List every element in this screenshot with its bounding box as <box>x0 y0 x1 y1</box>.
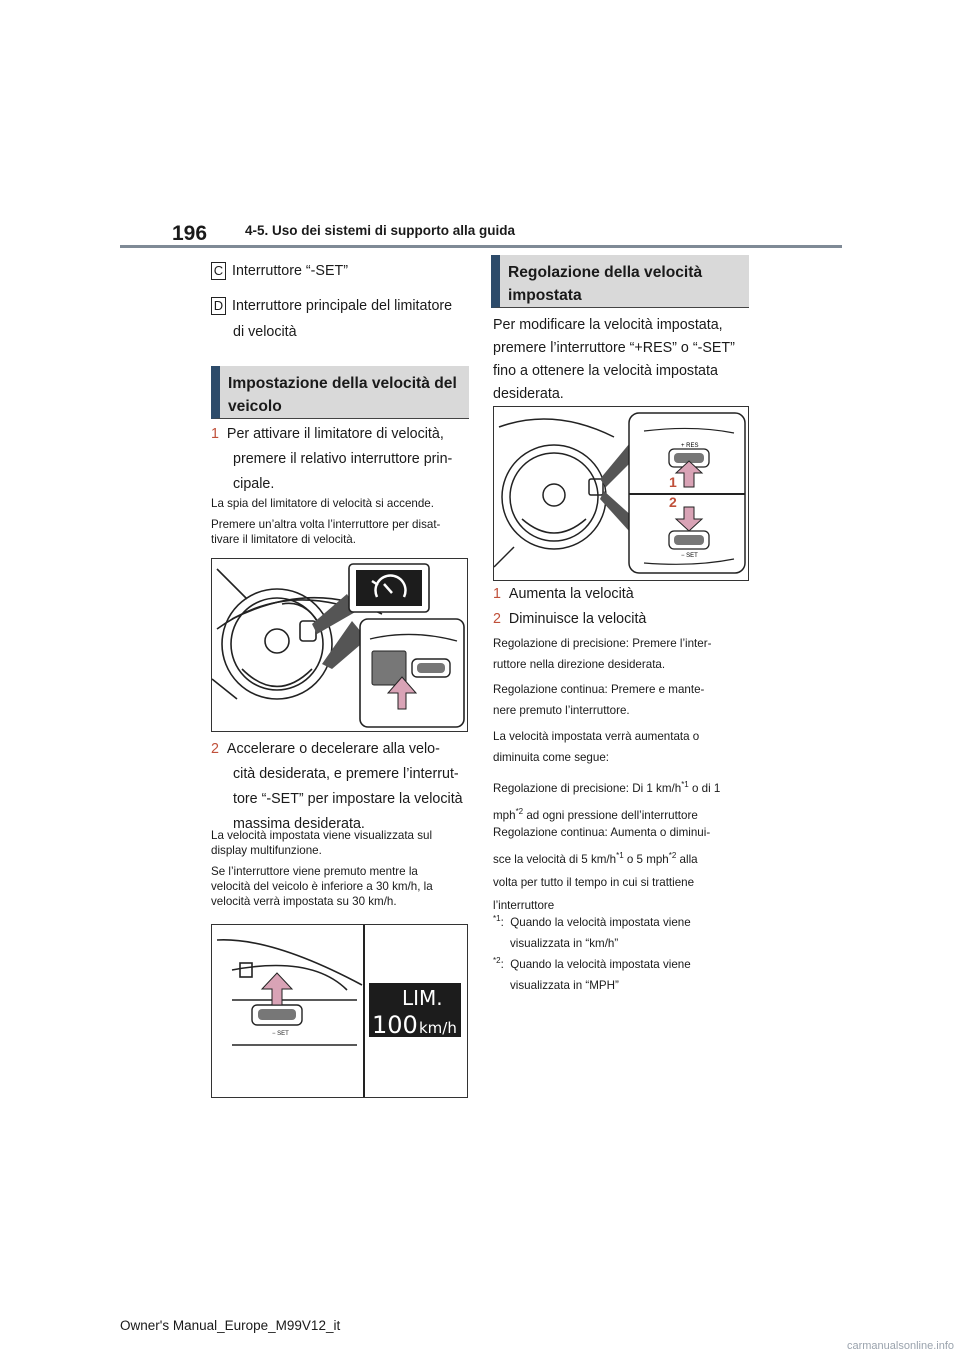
footnote-ref: *1 <box>616 851 624 860</box>
list-text: Aumenta la velocità <box>508 586 634 602</box>
footer-text: Owner's Manual_Europe_M99V12_it <box>120 1318 341 1333</box>
para-come-segue <box>493 726 699 768</box>
text-run: sce la velocità di 5 km/h <box>493 852 617 866</box>
text-run: Regolazione di precisione: Di 1 km/h <box>493 781 682 795</box>
footnote-1: $^{*1}$: Quando la velocità impostata viene visualizzata in “km/h” <box>493 908 691 954</box>
note-line: display multifunzione. <box>211 844 322 857</box>
res-set-illustration <box>494 407 749 581</box>
text-run: o di 1 <box>688 781 721 795</box>
intro-line: desiderata. <box>493 386 564 402</box>
para-line: ruttore nella direzione desiderata. <box>493 658 666 671</box>
speed-unit: km/h <box>419 1019 457 1037</box>
footnote-mark: *1 <box>493 914 501 923</box>
text-run: Regolazione continua: Aumenta o diminui- <box>493 826 711 839</box>
note-line: velocità verrà impostata su 30 km/h. <box>211 895 397 908</box>
header-rule <box>120 245 842 248</box>
para-line: Regolazione continua: Premere e mante- <box>493 683 705 696</box>
note-line: tivare il limitatore di velocità. <box>211 533 356 546</box>
step-1-line: Per attivare il limitatore di velocità, <box>226 426 444 442</box>
list-number: 2 <box>493 611 501 627</box>
para-continua-dettaglio <box>493 821 710 917</box>
page-number: 196 <box>172 222 208 245</box>
para-precisione-dettaglio <box>493 773 720 827</box>
footnote-line: Quando la velocità impostata viene <box>510 957 691 971</box>
fig-label-2: 2 <box>669 494 677 510</box>
item-d <box>211 295 452 318</box>
list-text: Diminuisce la velocità <box>508 611 647 627</box>
footnote-ref: *2 <box>515 806 524 816</box>
intro-line: Per modificare la velocità impostata, <box>493 317 723 333</box>
section-title: 4-5. Uso dei sistemi di supporto alla guida <box>245 223 516 238</box>
para-precisione <box>493 633 711 675</box>
speed-value: 100 <box>372 1011 418 1039</box>
intro-paragraph <box>493 314 735 406</box>
heading-regolazione: Regolazione della velocità impostata <box>491 255 749 308</box>
step-2-line: cità desiderata, e premere l’interrut- <box>233 766 459 782</box>
note-display <box>211 828 432 858</box>
item-c <box>211 260 348 283</box>
text-run: o 5 mph <box>623 852 669 866</box>
note-spia: La spia del limitatore di velocità si accende. <box>211 497 434 510</box>
heading-impostazione: Impostazione della velocità del veicolo <box>211 366 469 419</box>
footnote-line: visualizzata in “MPH” <box>510 978 619 992</box>
text-run: volta per tutto il tempo in cui si trattiene <box>493 875 695 889</box>
item-d-text-cont: di velocità <box>233 324 297 340</box>
result-list <box>493 583 646 631</box>
step-1-line: cipale. <box>233 476 275 492</box>
footnote-mark: *2 <box>493 956 501 965</box>
set-label: − SET <box>681 553 698 559</box>
set-switch-illustration <box>212 925 468 1098</box>
figure-set-display <box>211 924 468 1098</box>
intro-line: premere l’interruttore “+RES” o “-SET” <box>493 340 735 356</box>
footnote-2: $^{*2}$: Quando la velocità impostata viene visualizzata in “MPH” <box>493 950 691 996</box>
item-d-text: Interruttore principale del limitatore <box>232 298 453 314</box>
result-item <box>493 583 646 606</box>
step-1-line: premere il relativo interruttore prin- <box>233 451 453 467</box>
fig-label-1: 1 <box>669 474 677 490</box>
res-label: + RES <box>681 443 699 449</box>
step-number: 2 <box>211 741 219 757</box>
text-run: l’interruttore <box>493 898 555 912</box>
steering-wheel-illustration <box>212 559 468 732</box>
footnote-line: visualizzata in “km/h” <box>510 936 619 950</box>
step-2 <box>211 738 481 836</box>
intro-line: fino a ottenere la velocità impostata <box>493 363 718 379</box>
letter-badge: D <box>211 297 226 315</box>
text-run: alla <box>676 852 698 866</box>
footnote-ref: *2 <box>668 851 677 860</box>
figure-res-set <box>493 406 749 581</box>
note-line: Se l’interruttore viene premuto mentre la <box>211 865 418 878</box>
set-label: − SET <box>272 1031 289 1037</box>
step-2-line: Accelerare o decelerare alla velo- <box>226 741 440 757</box>
figure-main-switch <box>211 558 468 732</box>
note-line: La velocità impostata viene visualizzata sul <box>211 829 433 842</box>
para-line: diminuita come segue: <box>493 751 609 764</box>
note-line: velocità del veicolo è inferiore a 30 km/h, la <box>211 880 433 893</box>
lim-label: LIM. <box>402 986 443 1010</box>
para-line: La velocità impostata verrà aumentata o <box>493 730 700 743</box>
letter-badge: C <box>211 262 226 280</box>
note-disattiva <box>211 517 440 547</box>
para-continua <box>493 679 704 721</box>
footnote-ref: *1 <box>681 780 689 789</box>
text-run: mph <box>493 808 516 822</box>
para-line: nere premuto l’interruttore. <box>493 704 630 717</box>
note-30kmh <box>211 864 433 909</box>
step-1 <box>211 423 471 496</box>
step-2-line: tore “-SET” per impostare la velocità <box>233 791 463 807</box>
list-number: 1 <box>493 586 501 602</box>
para-line: Regolazione di precisione: Premere l’inter- <box>493 637 712 650</box>
watermark[interactable]: carmanualsonline.info <box>846 1340 954 1352</box>
text-run: ad ogni pressione dell’interruttore <box>523 808 698 822</box>
note-line: Premere un’altra volta l’interruttore per disat- <box>211 518 441 531</box>
result-item <box>493 608 646 631</box>
footnote-line: Quando la velocità impostata viene <box>510 915 691 929</box>
step-2-line: massima desiderata. <box>233 816 365 832</box>
item-c-text: Interruttore “-SET” <box>232 263 348 279</box>
step-number: 1 <box>211 426 219 442</box>
